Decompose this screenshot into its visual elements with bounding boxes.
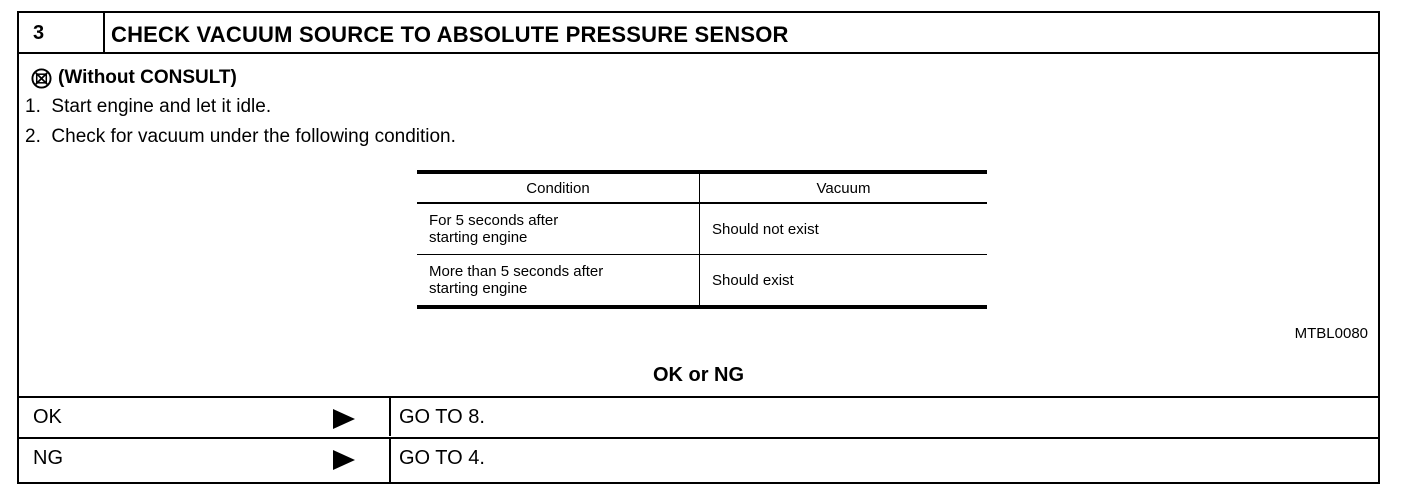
table-row <box>417 203 987 255</box>
result-label: OK <box>33 406 62 428</box>
procedure-step-box <box>17 11 1380 484</box>
result-action: GO TO 4. <box>399 447 485 469</box>
condition-cell <box>417 255 700 308</box>
result-action: GO TO 8. <box>399 406 485 428</box>
table-row <box>417 255 987 308</box>
condition-line: starting engine <box>429 229 528 246</box>
instruction-2: 2. Check for vacuum under the following condition. <box>25 126 456 147</box>
header-condition: Condition <box>417 172 700 203</box>
mode-label: (Without CONSULT) <box>58 67 237 88</box>
header-vacuum: Vacuum <box>700 172 988 203</box>
result-row-ng <box>19 437 1378 482</box>
mode-line <box>31 67 237 89</box>
vacuum-cell: Should not exist <box>700 203 988 255</box>
result-title: OK or NG <box>652 364 745 386</box>
result-row-ok <box>19 396 1378 436</box>
column-divider <box>389 398 391 436</box>
table-header-row <box>417 172 987 203</box>
step-number: 3 <box>19 13 105 52</box>
step-header <box>19 13 1378 54</box>
step-title: CHECK VACUUM SOURCE TO ABSOLUTE PRESSURE SENSOR <box>111 22 789 47</box>
condition-cell <box>417 203 700 255</box>
figure-code: MTBL0080 <box>1294 325 1368 342</box>
instruction-1: 1. Start engine and let it idle. <box>25 96 272 117</box>
consult-prohibited-icon <box>31 68 52 89</box>
column-divider <box>389 439 391 482</box>
vacuum-cell: Should exist <box>700 255 988 308</box>
condition-line: starting engine <box>429 280 528 297</box>
condition-line: For 5 seconds after <box>429 212 559 229</box>
vacuum-condition-table <box>417 170 987 309</box>
arrow-right-icon <box>331 449 357 471</box>
condition-line: More than 5 seconds after <box>429 263 604 280</box>
result-label: NG <box>33 447 63 469</box>
step-body <box>19 54 1378 394</box>
arrow-right-icon <box>331 408 357 430</box>
